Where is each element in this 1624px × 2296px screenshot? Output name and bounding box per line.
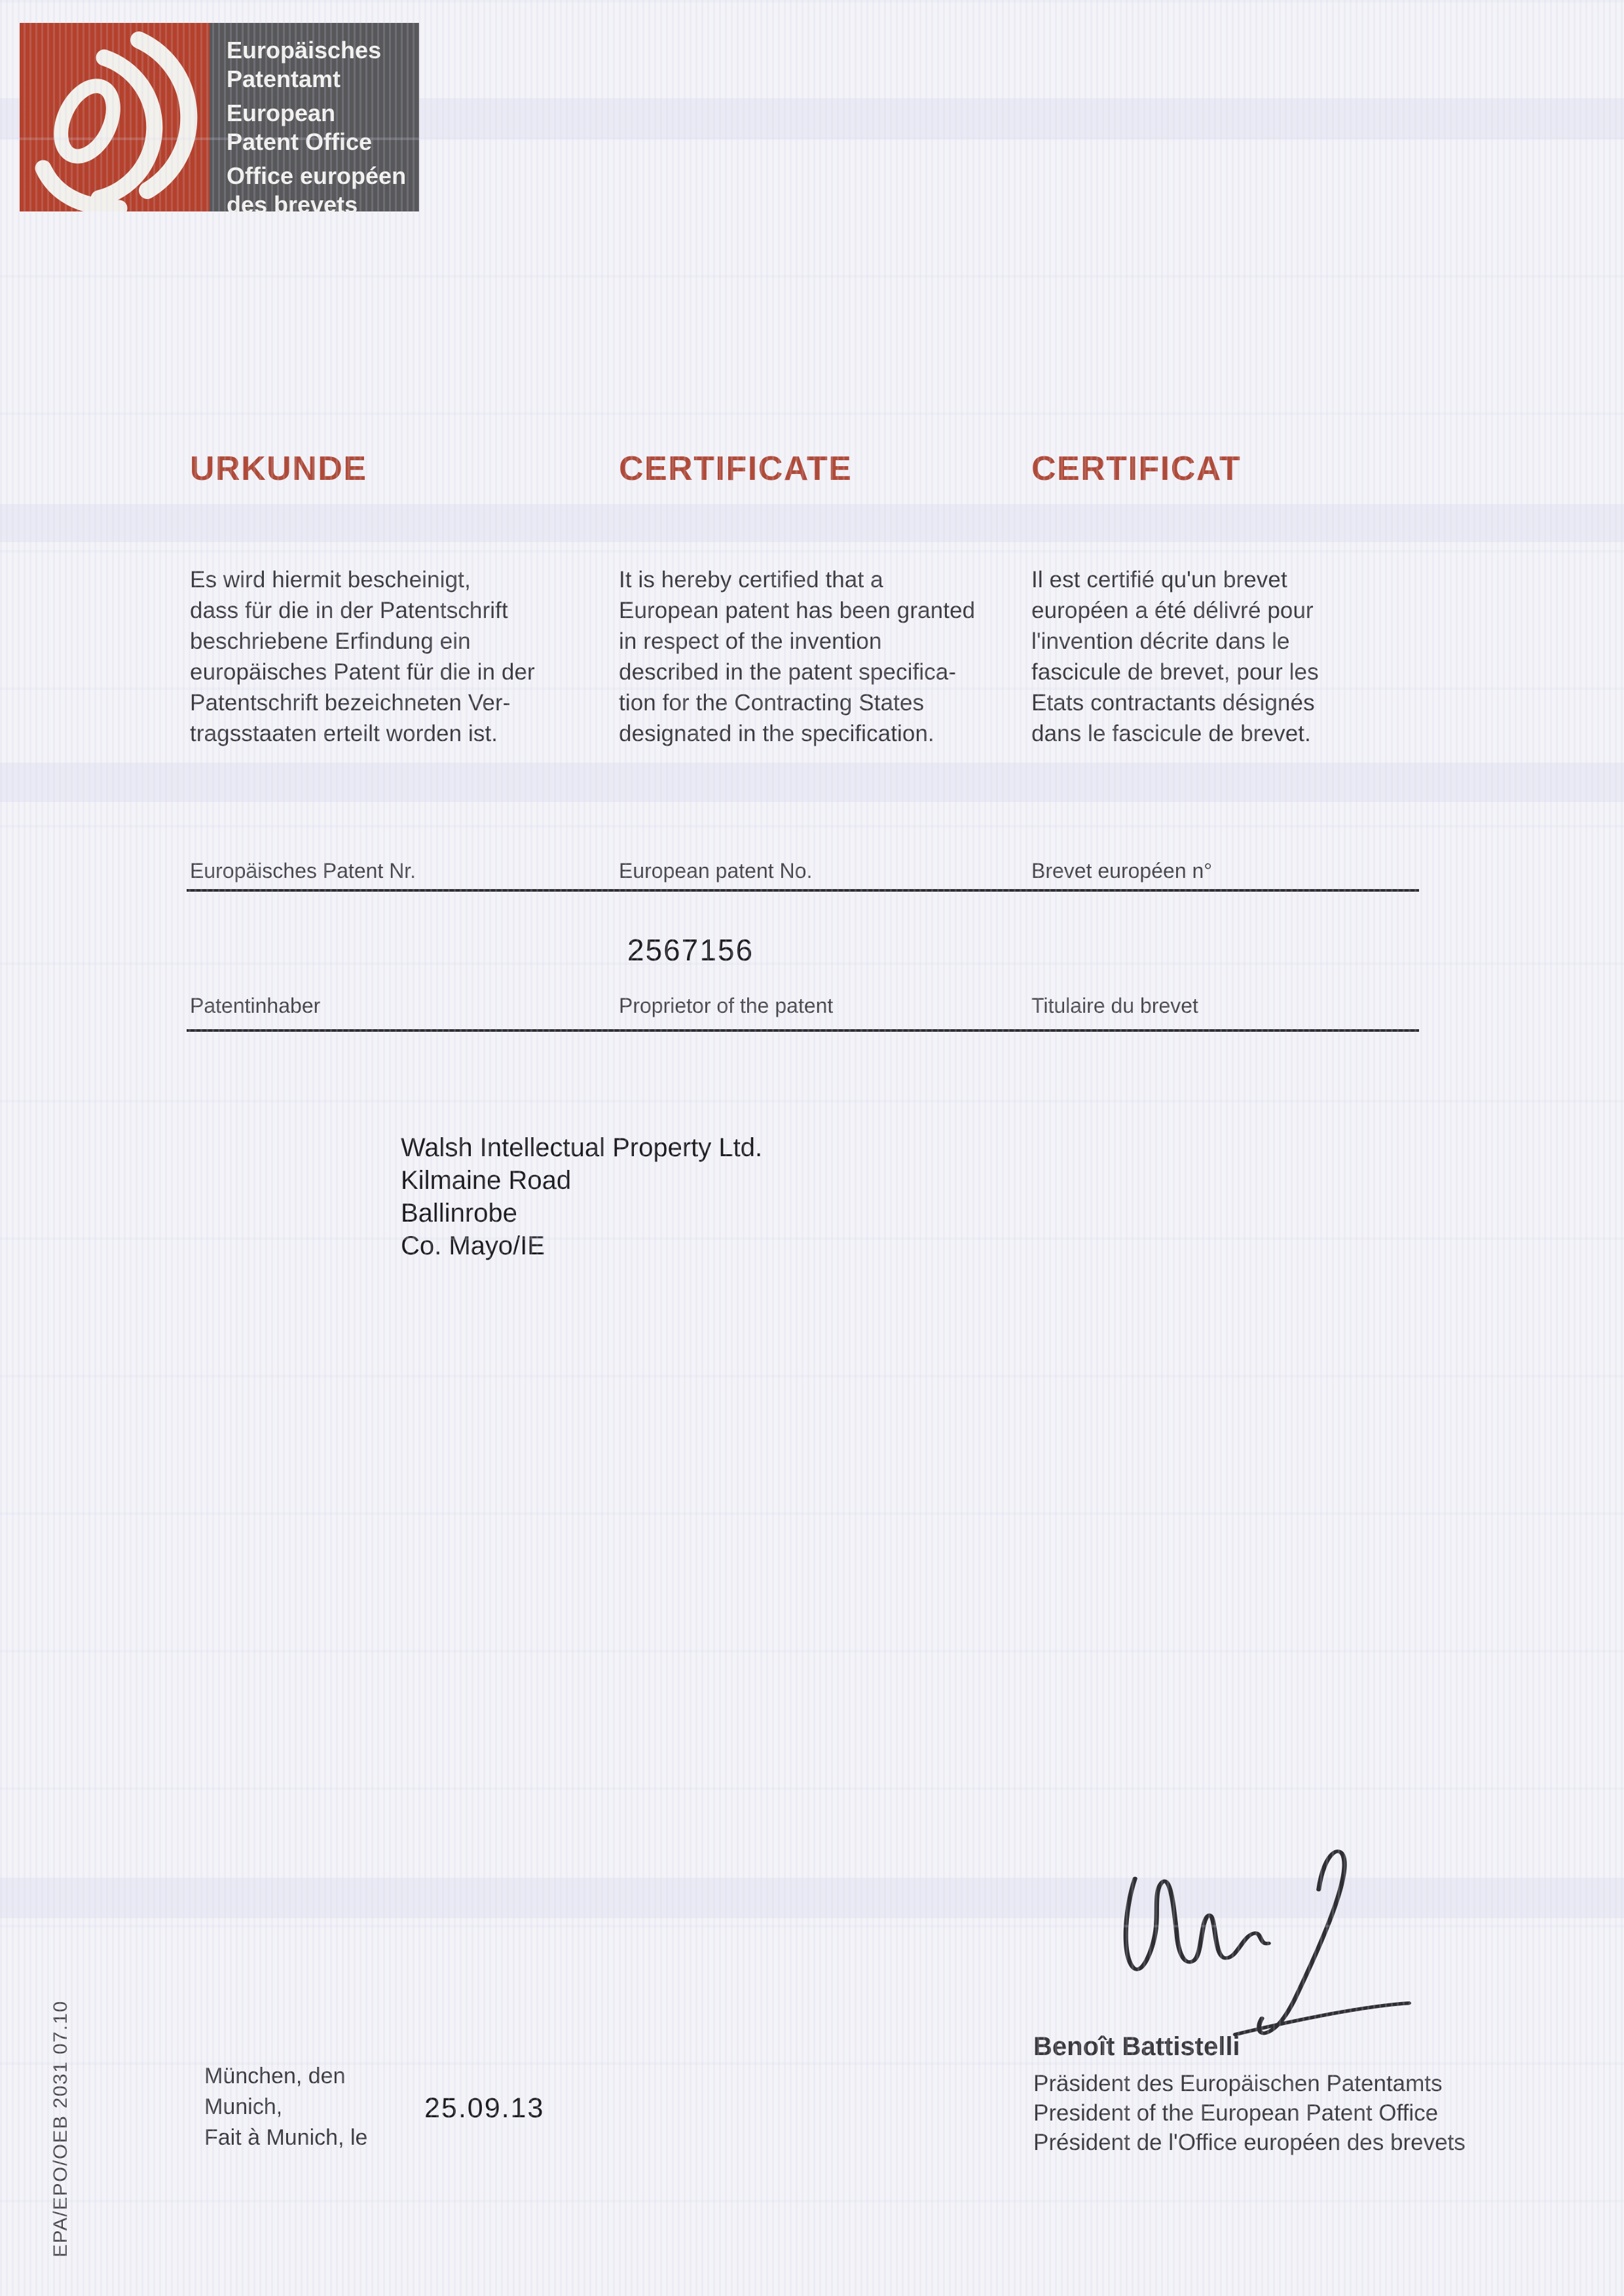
scan-band [0,763,1624,802]
proprietor-label-de: Patentinhaber [190,994,321,1017]
president-signature [1094,1830,1428,2043]
president-name: Benoît Battistelli [1033,2032,1240,2061]
epo-logo-names [210,23,419,218]
proprietor-name-address: Walsh Intellectual Property Ltd. Kilmaine Road Ballinrobe Co. Mayo/IE [401,1133,763,1260]
org-name-fr: Office européen des brevets [227,162,407,218]
issue-date: 25.09.13 [424,2092,545,2124]
title-fr: CERTIFICAT [1031,450,1242,488]
form-code: EPA/EPO/OEB 2031 07.10 [50,2000,71,2257]
certification-text-fr: Il est certifié qu'un brevet européen a été délivré pour l'invention décrite dans le fascicule de brevet, pour les Etats contractants désignés dans le fascicule de brevet. [1031,567,1319,746]
org-name-en: European Patent Office [227,100,373,155]
epo-logo-mark [20,23,210,211]
proprietor-label-fr: Titulaire du brevet [1031,994,1198,1017]
field-rule [187,889,1419,892]
certification-text-de: Es wird hiermit bescheinigt, dass für die in der Patentschrift beschriebene Erfindung ein europäisches Patent für die in der Patentschrift bezeichneten Ver- tragsstaaten erteilt worden ist. [190,567,535,746]
certification-text-en: It is hereby certified that a European patent has been granted in respect of the invention described in the patent specifica- tion for the Contracting States designated in the specification. [619,567,976,746]
president-titles: Präsident des Europäischen Patentamts President of the European Patent Office Président de l'Office européen des brevets [1033,2071,1466,2155]
title-de: URKUNDE [190,450,367,488]
issue-place: München, den Munich, Fait à Munich, le [204,2064,368,2150]
scan-band [0,504,1624,542]
title-en: CERTIFICATE [619,450,853,488]
patent-no-label-fr: Brevet européen n° [1031,859,1213,883]
proprietor-label-en: Proprietor of the patent [619,994,834,1017]
epo-spiral-icon [20,23,210,211]
patent-no-label-en: European patent No. [619,859,813,883]
field-rule [187,1029,1419,1032]
patent-no-label-de: Europäisches Patent Nr. [190,859,416,883]
org-name-de: Europäisches Patentamt [227,37,382,92]
patent-number-value: 2567156 [627,933,754,967]
